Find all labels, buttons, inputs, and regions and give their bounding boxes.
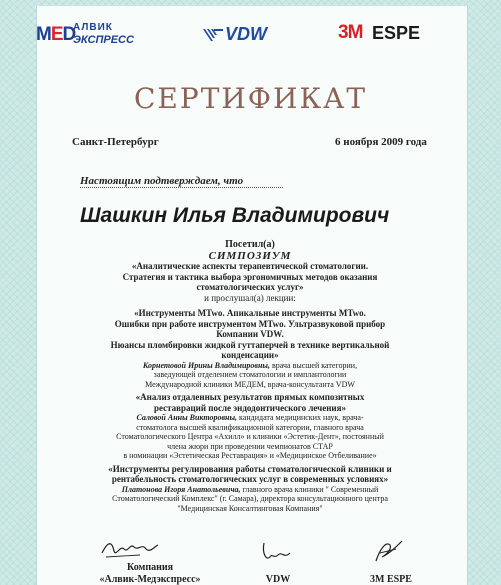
event-title-line: «Аналитические аспекты терапевтической стоматологии. [131, 261, 369, 271]
speaker-detail: Стоматологический Комплекс" (г. Самара), директора консультационного центра [112, 494, 388, 503]
vdw-logo-text: VDW [225, 24, 267, 44]
lecture-2 [60, 392, 440, 461]
vdw-signature-label: VDW [265, 574, 291, 585]
speaker-line [60, 361, 440, 371]
speaker-suffix: кандидата медицинских наук, врача- [237, 413, 364, 422]
signatures-area [0, 537, 501, 585]
lecture-title-line: «Инструменты регулирования работы стоматологической клиники и [108, 463, 392, 474]
speaker-name: Корнетовой Ирины Владимировны, [142, 360, 270, 370]
speaker-detail: члена жюри при проведении чемпионатов СТАР [167, 441, 333, 451]
recipient-name: Шашкин Илья Владимирович [80, 204, 390, 227]
3m-logo-text: 3M [338, 22, 363, 43]
espe-logo-text: ESPE [372, 23, 421, 43]
lecture-title-line: Ошибки при работе инструментом MTwo. Ультразвуковой прибор [114, 318, 386, 329]
event-type: СИМПОЗИУМ [208, 249, 292, 262]
alvik-logo-bottom: ЭКСПРЕСС [73, 34, 134, 46]
vdw-logo [203, 24, 283, 46]
3m-espe-logo [338, 22, 438, 48]
event-title-line: Стратегия и тактика выбора эргономичных методов оказания [122, 271, 378, 282]
speaker-name: Саловой Анны Викторовны, [136, 413, 238, 422]
logo-row [0, 22, 501, 50]
confirmation-text: Настоящим подтверждаем, что [80, 175, 283, 188]
speaker-detail: Международной клиники МЕДЕМ, врача-консультанта VDW [145, 379, 355, 389]
speaker-line [60, 485, 440, 495]
listened-label: и прослушал(а) лекции: [204, 292, 296, 303]
lecture-title-line: «Инструменты MTwo. Апикальные инструменты MTwo. [134, 308, 366, 318]
lecture-title-line: рентабельность стоматологических услуг в современных условиях» [111, 474, 389, 484]
event-title-line: стоматологических услуг» [196, 282, 304, 292]
speaker-line [60, 413, 440, 423]
company-label: Компания [126, 562, 174, 573]
signature-alvik [100, 537, 160, 561]
alvik-medexpress-logo [36, 22, 166, 50]
lecture-title-line: Нюансы пломбировки жидкой гуттаперчей в технике вертикальной [110, 339, 390, 350]
speaker-detail: "Медицинская Консалтинговая Компания" [177, 503, 323, 513]
3m-espe-signature-label: 3M ESPE [370, 574, 412, 585]
issue-date: 6 ноября 2009 года [335, 136, 427, 148]
company-name: «Алвик-Медэкспресс» [99, 574, 201, 585]
lecture-title-line: конденсации» [221, 350, 279, 360]
speaker-suffix: главного врача клиники " Современный [240, 484, 379, 494]
speaker-name: Платонова Игоря Анатольевича, [121, 484, 241, 494]
lecture-title-line: реставраций после эндодонтического лечения» [154, 402, 346, 413]
alvik-med-mark: MED [36, 24, 76, 45]
lecture-title-line: Компании VDW. [216, 329, 284, 339]
speaker-detail: Стоматологического Центра «Ахилл» и клиники «Эстетик-Дент», постоянный [116, 432, 384, 441]
vdw-mark-icon [203, 27, 223, 43]
visited-label: Посетил(а) [225, 239, 275, 250]
city: Санкт-Петербург [72, 136, 159, 148]
signature-vdw [258, 539, 298, 565]
certificate-title: СЕРТИФИКАТ [133, 82, 367, 115]
speaker-detail: стоматолога высшей квалификационной категории, главного врача [136, 422, 364, 432]
lecture-title-line: «Анализ отдаленных результатов прямых композитных [135, 392, 365, 402]
speaker-detail: заведующей отделением стоматологии и имплантологии [153, 370, 347, 379]
lecture-3 [60, 464, 440, 514]
lecture-1 [60, 308, 440, 389]
signature-3m-espe [368, 537, 408, 565]
speaker-detail: в номинации «Эстетическая Реставрация» и «Медицинское Отбеливание» [123, 451, 377, 460]
alvik-logo-top: АЛВИК [73, 22, 113, 33]
speaker-suffix: врача высшей категории, [269, 360, 358, 370]
certificate-body [60, 240, 440, 513]
